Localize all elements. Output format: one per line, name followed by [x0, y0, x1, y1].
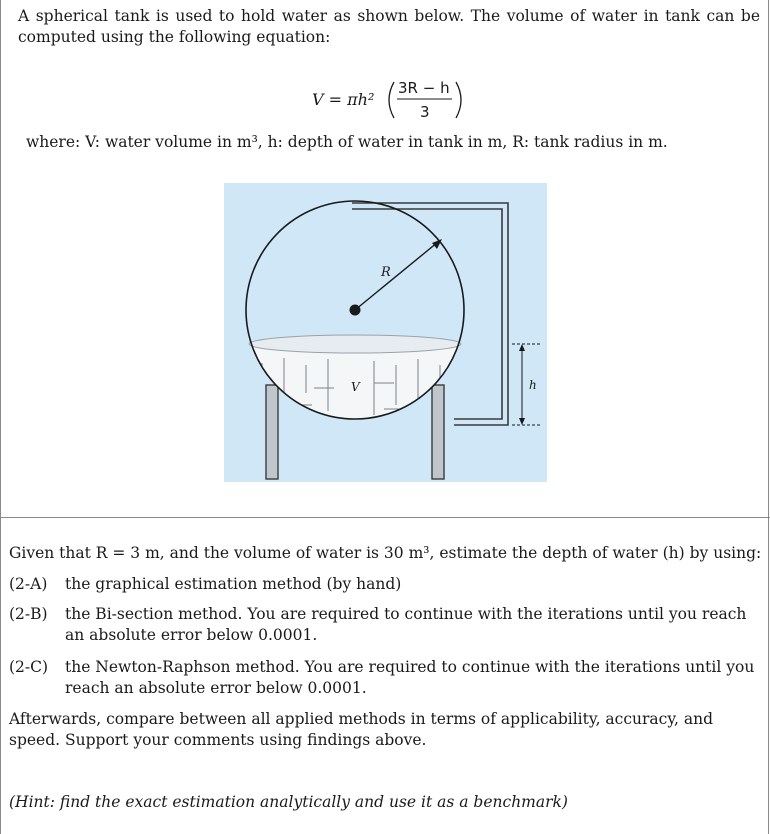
item-tag-2b: (2-B): [9, 605, 48, 623]
item-tag-2a: (2-A): [9, 575, 48, 593]
volume-equation: [312, 74, 492, 126]
equation-denominator: 3: [420, 103, 430, 121]
spherical-tank-figure: [224, 183, 547, 482]
item-text-2a: the graphical estimation method (by hand): [65, 575, 402, 593]
section-divider: [0, 517, 770, 518]
equation-numerator: 3R − h: [398, 79, 450, 97]
left-leg: [266, 385, 278, 479]
item-tag-2c: (2-C): [9, 658, 49, 676]
item-text-2c: the Newton-Raphson method. You are required to continue with the iterations until you reach an absolute error below 0.0001.: [65, 658, 755, 697]
item-text-2b: the Bi-section method. You are required to continue with the iterations until you reach an absolute error below 0.0001.: [65, 605, 747, 644]
equation-lhs: V = πh²: [312, 90, 375, 109]
right-leg: [432, 385, 444, 479]
variable-definitions: where: V: water volume in m³, h: depth of water in tank in m, R: tank radius in m.: [26, 133, 668, 151]
radius-label: R: [381, 265, 391, 280]
hint-text: (Hint: find the exact estimation analytically and use it as a benchmark): [9, 793, 568, 811]
equation-right-paren: [456, 82, 461, 118]
volume-label: V: [351, 380, 360, 394]
comparison-instruction: Afterwards, compare between all applied methods in terms of applicability, accuracy, and speed. Support your comments using findings above.: [9, 710, 714, 749]
depth-label: h: [529, 378, 537, 392]
equation-left-paren: [389, 82, 394, 118]
given-statement: Given that R = 3 m, and the volume of water is 30 m³, estimate the depth of water (h) by using:: [9, 544, 762, 562]
problem-intro: A spherical tank is used to hold water as shown below. The volume of water in tank can be computed using the following equation:: [18, 7, 760, 46]
water-surface: [249, 335, 461, 353]
